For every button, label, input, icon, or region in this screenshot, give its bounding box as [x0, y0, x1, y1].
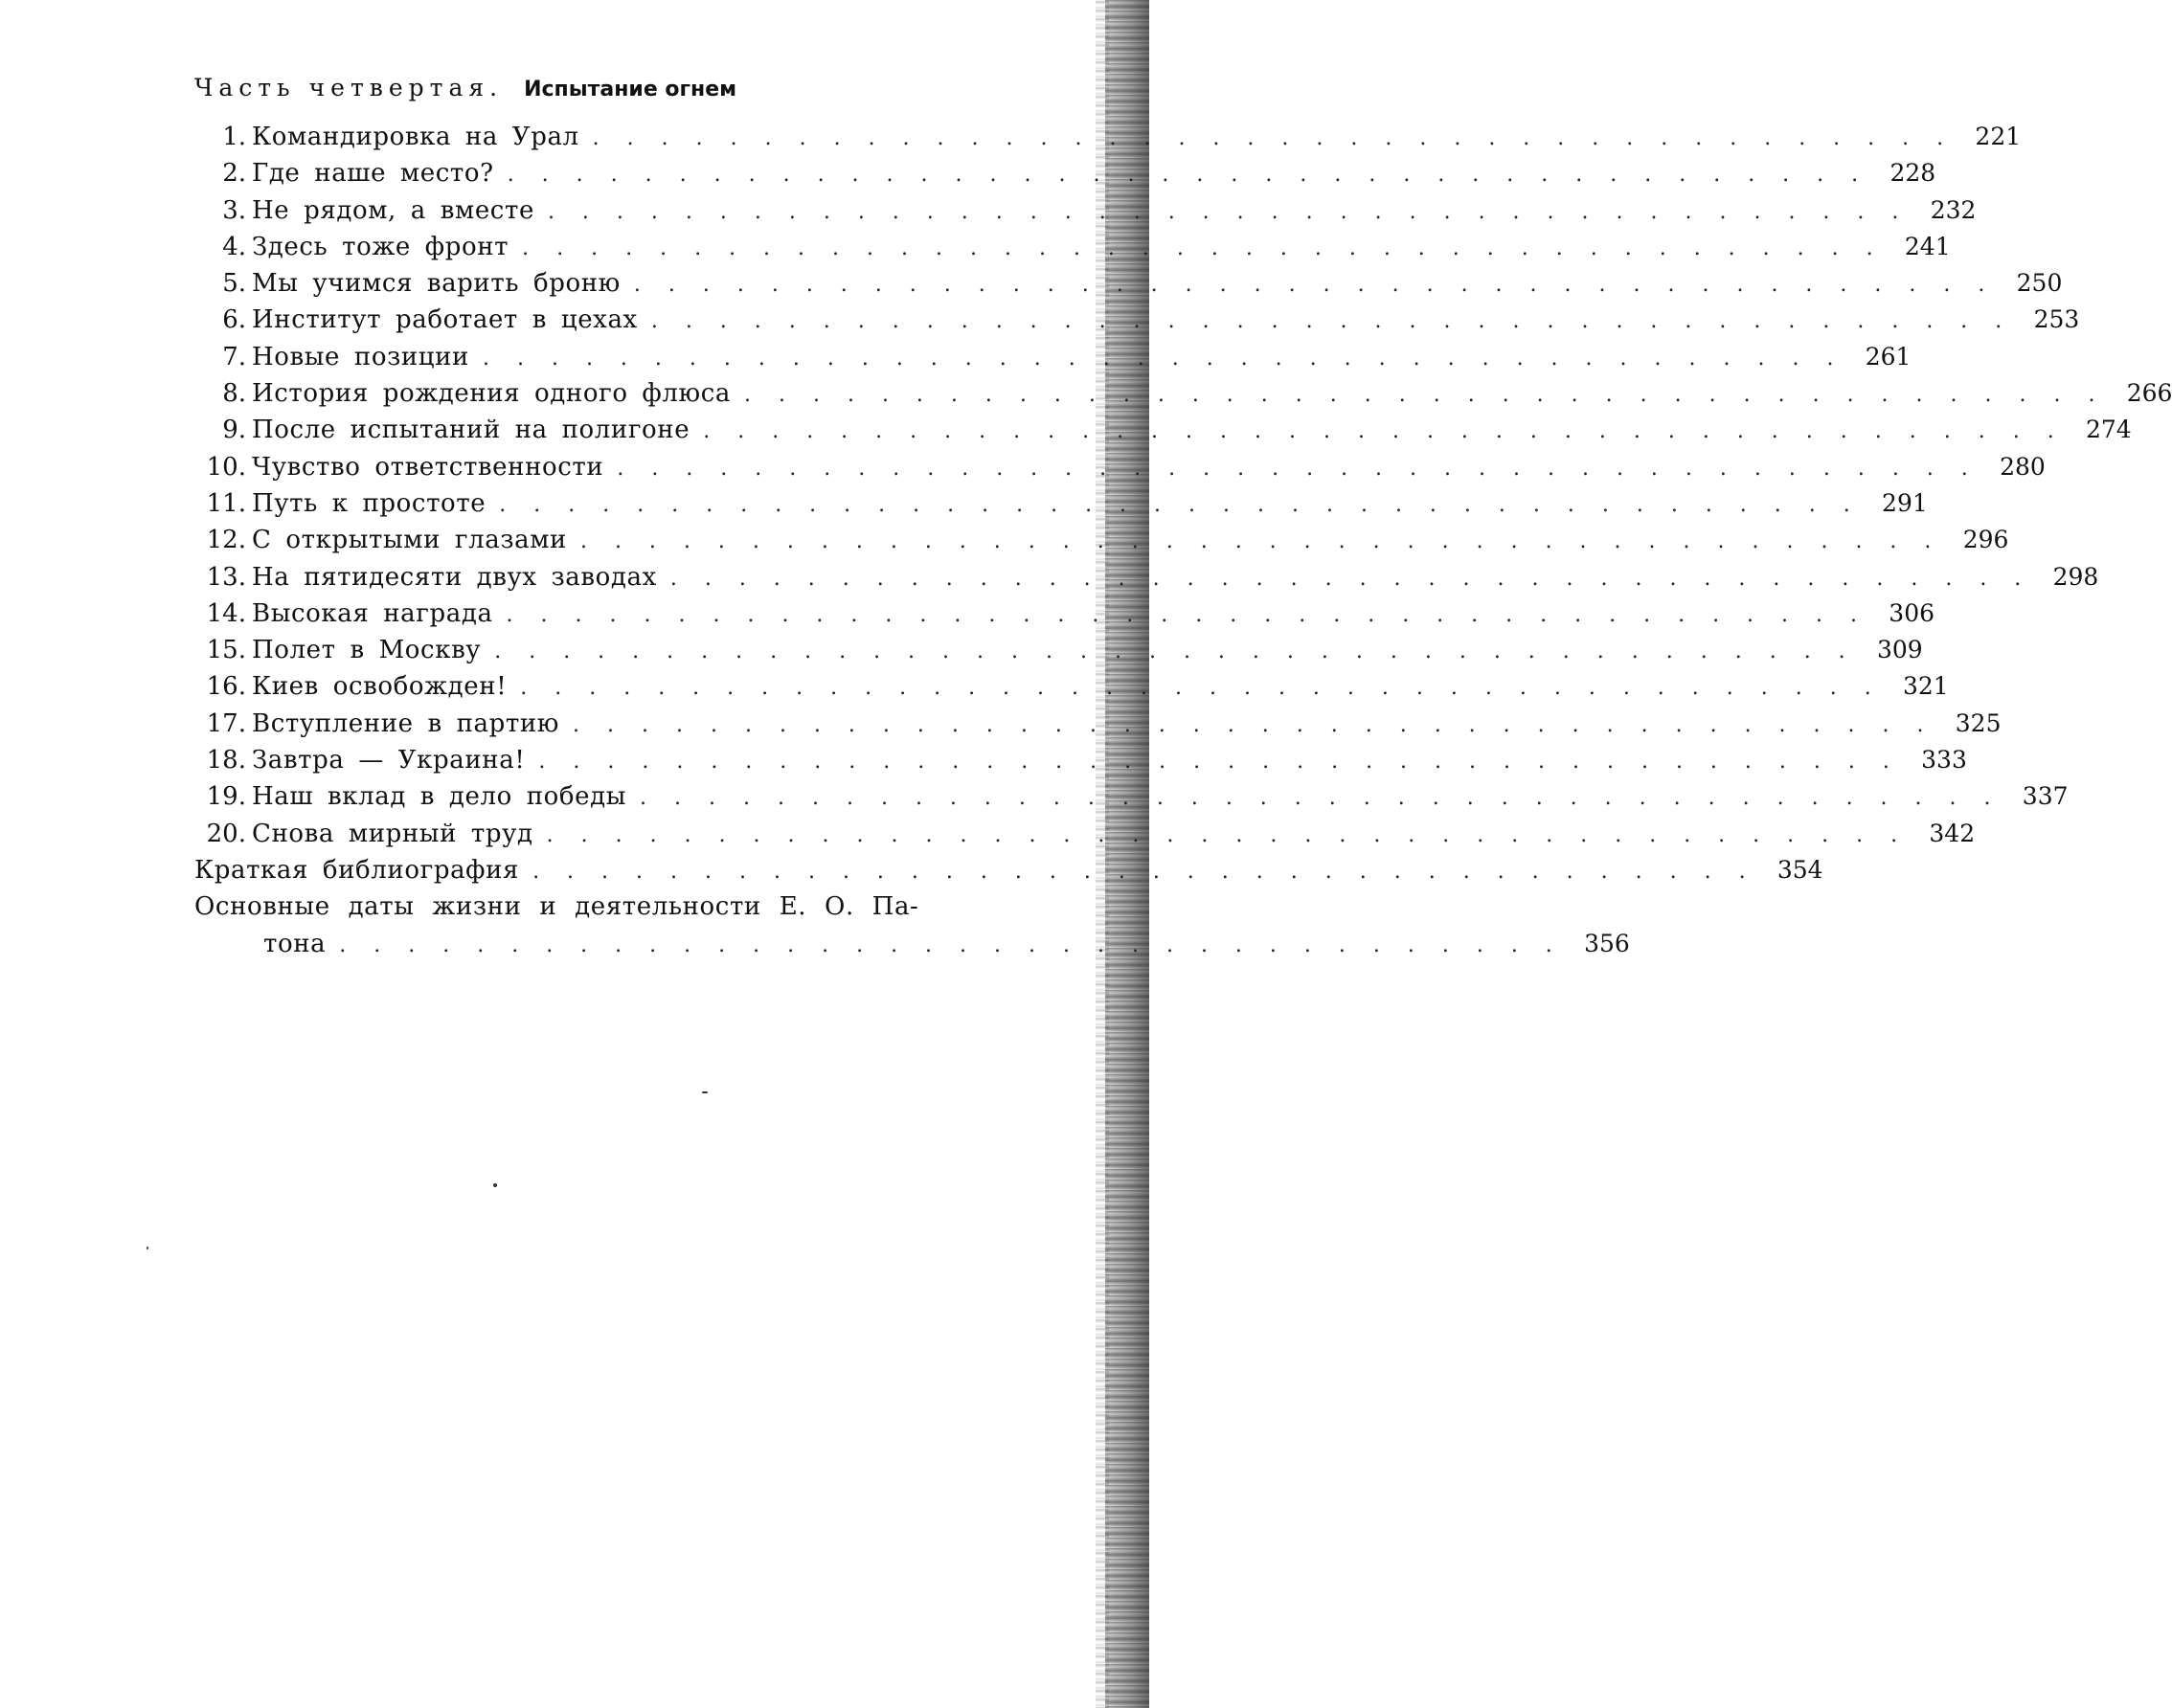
toc-entry-page: 232 [1918, 192, 1976, 229]
toc-entry-title: История рождения одного флюса [252, 375, 731, 412]
toc-entry-title: Полет в Москву [252, 632, 481, 668]
toc-entry[interactable] [194, 559, 1028, 596]
toc-entry-page: 266 [2115, 375, 2172, 412]
scan-speck [702, 1091, 708, 1093]
toc-entries [194, 119, 1028, 852]
toc-entry-dates-line2[interactable] [194, 926, 1028, 962]
toc-entry[interactable] [194, 668, 1028, 705]
leader-dots: . . . . . . . . . . . . . . . . . . . . . . . . . . . . . . . . . . . . . . . . [494, 634, 1855, 670]
part-heading [194, 67, 1028, 109]
leader-dots: . . . . . . . . . . . . . . . . . . . . . . . . . . . . . . . . . . . . . . . . [640, 780, 2001, 817]
toc-entry-number: 19. [194, 778, 252, 815]
leader-dots: . . . . . . . . . . . . . . . . . . . . . . . . . . . . . . . . . . . . [532, 854, 1756, 890]
leader-dots: . . . . . . . . . . . . . . . . . . . . . . . . . . . . . . . . . . . . . . . . [522, 231, 1883, 267]
part-title: Испытание огнем [524, 78, 736, 101]
leader-dots: . . . . . . . . . . . . . . . . . . . . . . . . . . . . . . . . . . . . . . . . [580, 524, 1941, 560]
toc-entry-title-continued: тона [263, 926, 326, 962]
toc-entry-page: 354 [1766, 852, 1823, 888]
table-of-contents [194, 67, 1028, 962]
toc-entry[interactable] [194, 596, 1028, 632]
toc-entry-title: Краткая библиография [194, 852, 519, 888]
leader-dots: . . . . . . . . . . . . . . . . . . . . . . . . . . . . . . . . . . . . . . . . [507, 597, 1867, 634]
toc-entry-page: 253 [2022, 302, 2079, 338]
scan-speck [493, 1183, 497, 1187]
toc-entry-number: 18. [194, 742, 252, 778]
toc-entry[interactable] [194, 265, 1028, 302]
part-label: Часть четвертая. [194, 74, 503, 101]
toc-entry[interactable] [194, 375, 1028, 412]
toc-entry-title: Где наше место? [252, 155, 494, 191]
toc-entry[interactable] [194, 412, 1028, 448]
toc-entry-number: 5. [194, 265, 252, 302]
toc-entry-title: Мы учимся варить броню [252, 265, 621, 302]
toc-entry-title: Командировка на Урал [252, 119, 579, 155]
toc-entry-page: 321 [1891, 668, 1949, 705]
toc-entry-page: 261 [1853, 339, 1911, 375]
toc-entry-title: Высокая награда [252, 596, 493, 632]
leader-dots: . . . . . . . . . . . . . . . . . . . . . . . . . . . . . . . . . . . . . . . . [499, 487, 1860, 524]
toc-entry-number: 16. [194, 668, 252, 705]
toc-entry-title: Киев освобожден! [252, 668, 507, 705]
toc-entry-page: 356 [1572, 926, 1630, 962]
toc-entry-number: 1. [194, 119, 252, 155]
leader-dots: . . . . . . . . . . . . . . . . . . . . . . . . . . . . . . . . . . . . . . . . [547, 818, 1908, 854]
toc-entry-title: Завтра — Украина! [252, 742, 525, 778]
toc-entry-title: Снова мирный труд [252, 816, 533, 852]
toc-entry-title: Институт работает в цехах [252, 302, 638, 338]
toc-entry[interactable] [194, 155, 1028, 191]
book-page [0, 0, 1149, 1708]
toc-entry-title: Основные даты жизни и деятельности Е. О. Па- [194, 892, 918, 921]
toc-entry-page: 337 [2011, 778, 2069, 815]
toc-entry-number: 10. [194, 449, 252, 485]
leader-dots: . . . . . . . . . . . . . . . . . . . . . . . . . . . . . . . . . . . . . . . . [670, 561, 2031, 597]
toc-entry[interactable] [194, 632, 1028, 668]
toc-entry[interactable] [194, 522, 1028, 558]
toc-entry[interactable] [194, 778, 1028, 815]
leader-dots: . . . . . . . . . . . . . . . . . . . . . . . . . . . . . . . . . . . . . . . . [651, 303, 2012, 340]
leader-dots: . . . . . . . . . . . . . . . . . . . . . . . . . . . . . . . . . . . . . . . . [520, 670, 1881, 707]
toc-entry-page: 291 [1870, 485, 1928, 522]
toc-entry-number: 12. [194, 522, 252, 558]
toc-entry-number: 11. [194, 485, 252, 522]
toc-entry-number: 7. [194, 339, 252, 375]
toc-entry-page: 280 [1988, 449, 2046, 485]
toc-entry[interactable] [194, 485, 1028, 522]
toc-entry-page: 241 [1893, 229, 1951, 265]
toc-entry[interactable] [194, 192, 1028, 229]
toc-entry-number: 20. [194, 816, 252, 852]
toc-entry-number: 13. [194, 559, 252, 596]
toc-entry[interactable] [194, 339, 1028, 375]
toc-entry[interactable] [194, 742, 1028, 778]
toc-entry[interactable] [194, 706, 1028, 742]
toc-entry-title: Наш вклад в дело победы [252, 778, 626, 815]
leader-dots: . . . . . . . . . . . . . . . . . . . . . . . . . . . . . . . . . . . . . . . . [744, 377, 2105, 414]
toc-entry-number: 17. [194, 706, 252, 742]
toc-entry-page: 221 [1963, 119, 2021, 155]
toc-entry-number: 8. [194, 375, 252, 412]
leader-dots: . . . . . . . . . . . . . . . . . . . . . . . . . . . . . . . . . . . . . . . . [548, 194, 1909, 231]
leader-dots: . . . . . . . . . . . . . . . . . . . . . . . . . . . . . . . . . . . . . . . . [573, 708, 1934, 744]
toc-entry[interactable] [194, 302, 1028, 338]
toc-entry-title: После испытаний на полигоне [252, 412, 690, 448]
toc-entry-page: 309 [1866, 632, 1923, 668]
toc-entry-dates-line1[interactable] [194, 888, 1028, 925]
toc-entry[interactable] [194, 816, 1028, 852]
toc-entry-page: 298 [2041, 559, 2098, 596]
toc-entry-page: 250 [2004, 265, 2062, 302]
leader-dots: . . . . . . . . . . . . . . . . . . . . . . . . . . . . . . . . . . . . . . . . [483, 341, 1844, 377]
toc-entry[interactable] [194, 229, 1028, 265]
leader-dots: . . . . . . . . . . . . . . . . . . . . . . . . . . . . . . . . . . . . . . . . [634, 267, 1995, 303]
leader-dots: . . . . . . . . . . . . . . . . . . . . . . . . . . . . . . . . . . . . . . . . [538, 744, 1899, 780]
toc-entry[interactable] [194, 119, 1028, 155]
toc-entry-number: 9. [194, 412, 252, 448]
toc-entry-page: 274 [2074, 412, 2132, 448]
toc-entry-title: С открытыми глазами [252, 522, 567, 558]
toc-entry-number: 3. [194, 192, 252, 229]
toc-entry[interactable] [194, 449, 1028, 485]
toc-entry-page: 296 [1951, 522, 2008, 558]
leader-dots: . . . . . . . . . . . . . . . . . . . . . . . . . . . . . . . . . . . . . . . . [703, 414, 2064, 450]
toc-entry-number: 14. [194, 596, 252, 632]
toc-entry-number: 4. [194, 229, 252, 265]
toc-entry-title: Новые позиции [252, 339, 469, 375]
toc-entry-number: 15. [194, 632, 252, 668]
toc-entry-bibliography[interactable] [194, 852, 1028, 888]
toc-entry-page: 306 [1877, 596, 1934, 632]
toc-entry-page: 333 [1910, 742, 1967, 778]
toc-entry-title: Чувство ответственности [252, 449, 603, 485]
leader-dots: . . . . . . . . . . . . . . . . . . . . . . . . . . . . . . . . . . . . . . . . [508, 157, 1868, 193]
toc-entry-page: 342 [1917, 816, 1975, 852]
leader-dots: . . . . . . . . . . . . . . . . . . . . . . . . . . . . . . . . . . . . . . . . [617, 451, 1978, 487]
toc-entry-title: Здесь тоже фронт [252, 229, 509, 265]
toc-entry-title: Не рядом, а вместе [252, 192, 534, 229]
toc-entry-title: Вступление в партию [252, 706, 559, 742]
leader-dots: . . . . . . . . . . . . . . . . . . . . . . . . . . . . . . . . . . . . . . . . [593, 121, 1954, 157]
toc-entry-page: 228 [1878, 155, 1935, 191]
scan-speck [147, 1247, 148, 1249]
toc-entry-page: 325 [1944, 706, 2002, 742]
toc-entry-number: 6. [194, 302, 252, 338]
leader-dots: . . . . . . . . . . . . . . . . . . . . . . . . . . . . . . . . . . . . [339, 928, 1563, 964]
toc-entry-title: На пятидесяти двух заводах [252, 559, 657, 596]
toc-entry-title: Путь к простоте [252, 485, 486, 522]
toc-entry-number: 2. [194, 155, 252, 191]
